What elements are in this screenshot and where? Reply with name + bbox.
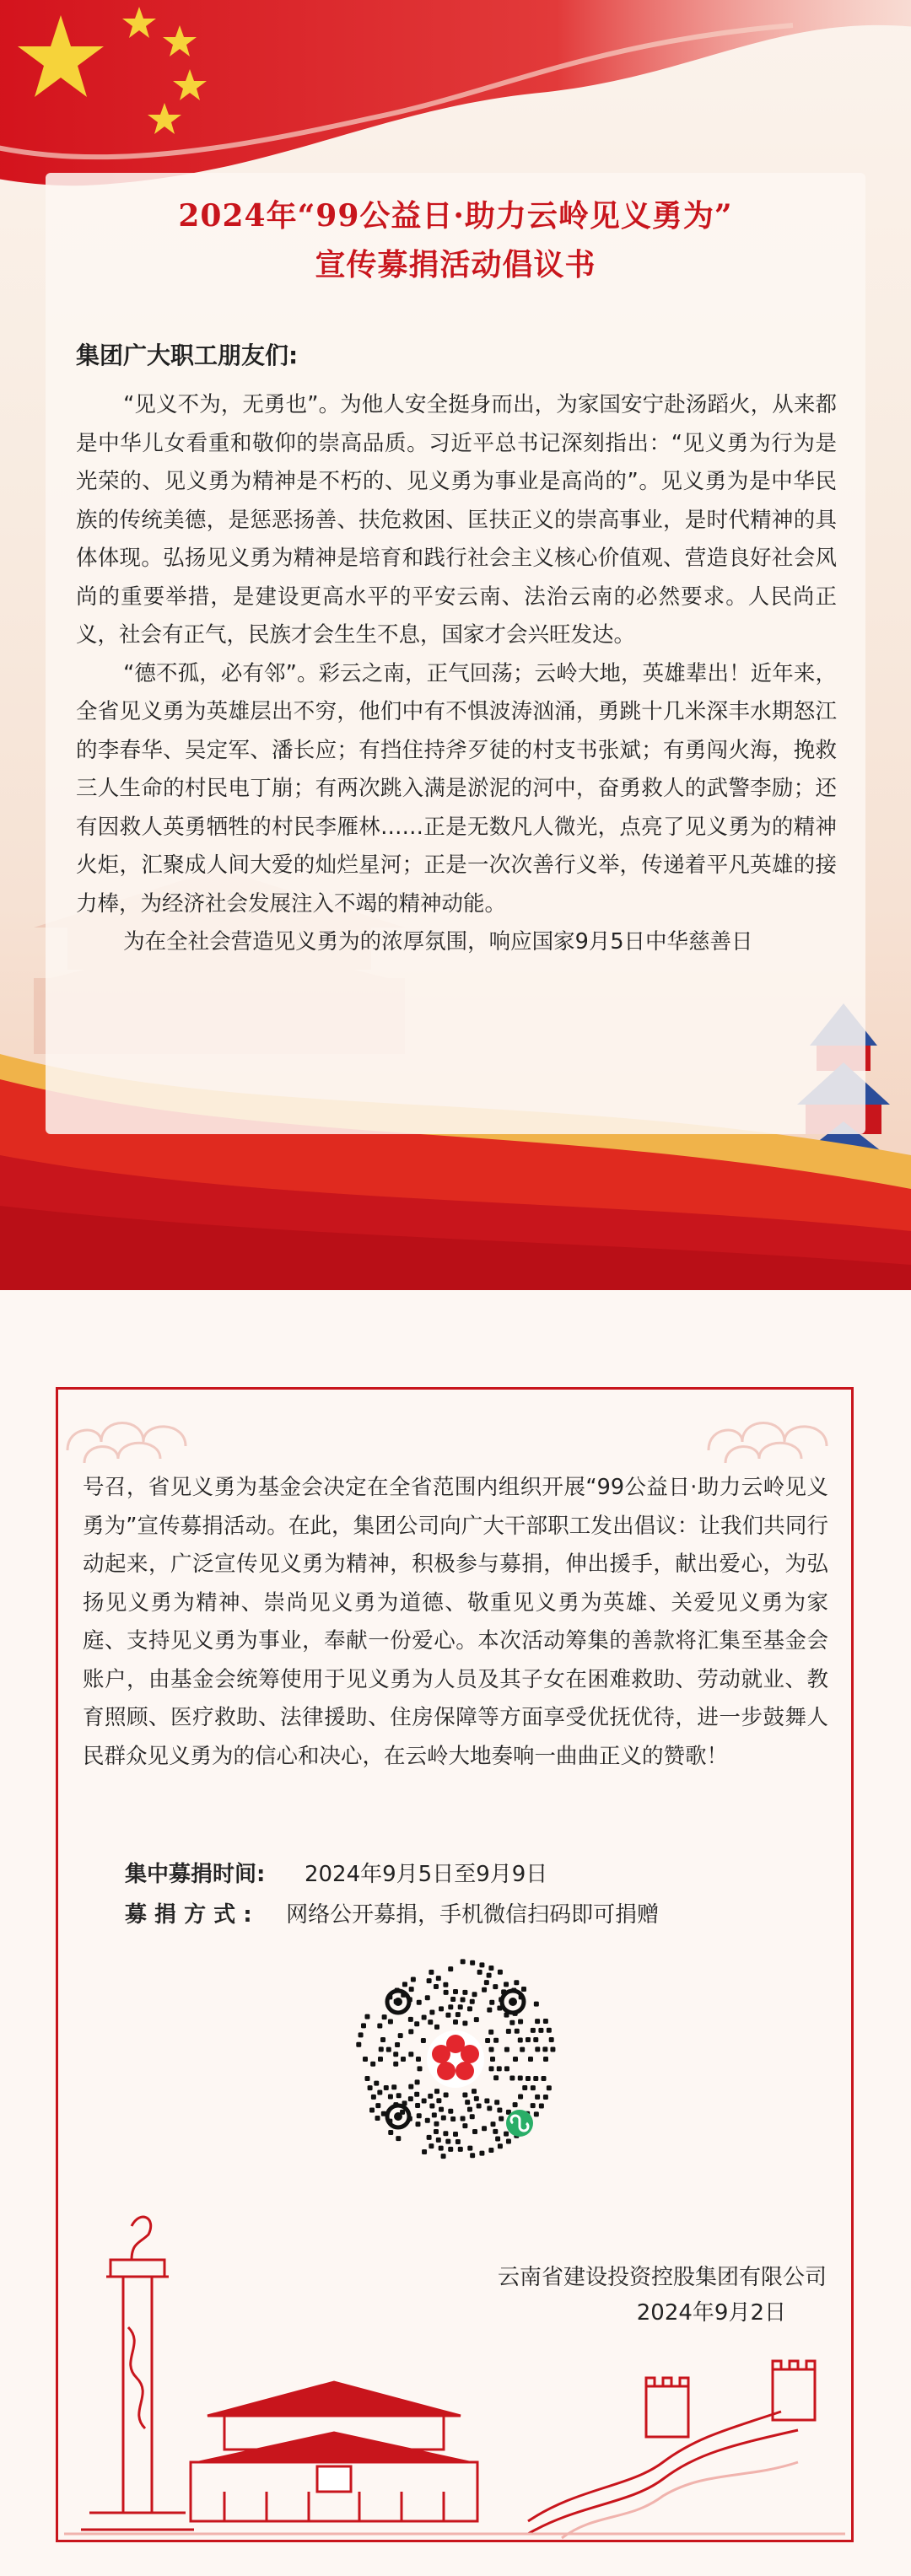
qr-module: [439, 2107, 444, 2112]
qr-module: [458, 2004, 463, 2009]
qr-module: [504, 1982, 509, 1987]
qr-module: [411, 1976, 416, 1982]
qr-module: [467, 2006, 472, 2011]
qr-module: [470, 1960, 475, 1966]
qr-module: [417, 2066, 422, 2071]
qr-module: [436, 1976, 441, 1981]
title-line-2: 宣传募捐活动倡议书: [315, 247, 596, 282]
qr-module: [416, 2122, 421, 2127]
qr-module: [456, 2012, 461, 2017]
qr-module: [375, 2116, 380, 2121]
qr-module: [515, 2029, 520, 2034]
qr-module: [506, 2029, 511, 2034]
qr-module: [484, 2098, 489, 2103]
signature-date: 2024年9月2日: [636, 2300, 786, 2326]
qr-module: [487, 2008, 492, 2013]
qr-module: [467, 2146, 472, 2151]
qr-module: [453, 1989, 458, 1994]
qr-module: [393, 2052, 398, 2057]
qr-module: [550, 2046, 555, 2052]
qr-module: [485, 2038, 490, 2043]
qr-module: [434, 2122, 439, 2127]
qr-module: [487, 2105, 492, 2111]
qr-module: [526, 2076, 531, 2081]
qr-module: [408, 2084, 413, 2089]
qr-module: [541, 2076, 546, 2081]
qr-module: [498, 2143, 503, 2148]
qr-module: [470, 1999, 475, 2004]
tiananmen-gate-icon: [191, 2382, 477, 2521]
qr-module: [398, 2033, 403, 2038]
qr-module: [513, 2102, 518, 2107]
qr-module: [489, 2066, 494, 2071]
qr-finder-dot: [394, 2112, 402, 2121]
qr-module: [504, 2066, 509, 2071]
qr-module: [415, 2079, 420, 2084]
qr-module: [434, 2129, 439, 2134]
qr-module: [458, 2147, 463, 2152]
qr-module: [526, 2037, 531, 2042]
donation-method-row: [125, 1897, 659, 1928]
qr-module: [409, 1987, 414, 1992]
qr-module: [428, 2094, 433, 2099]
qr-module: [506, 2138, 511, 2143]
qr-module: [497, 2066, 502, 2071]
qr-module: [422, 2149, 427, 2154]
qr-module: [363, 2057, 368, 2062]
qr-module: [453, 2132, 458, 2137]
qr-module: [543, 2095, 548, 2100]
qr-module: [493, 2075, 499, 2080]
qr-module: [448, 2004, 453, 2009]
qr-module: [429, 1970, 434, 1975]
qr-module: [487, 1973, 492, 1978]
qr-module: [356, 2042, 361, 2047]
great-wall-icon: [528, 2361, 815, 2538]
qr-module: [531, 2085, 536, 2090]
qr-module: [518, 2076, 523, 2081]
qr-module: [504, 2047, 509, 2052]
qr-module: [509, 2020, 515, 2025]
qr-module: [434, 1984, 439, 1989]
qr-module: [549, 2037, 554, 2042]
donation-time-value: 2024年9月5日至9月9日: [304, 1862, 548, 1887]
qr-module: [477, 1970, 482, 1975]
qr-module: [474, 2096, 479, 2101]
qr-module: [444, 1990, 449, 1995]
qr-module: [443, 2131, 448, 2136]
cloud-pattern-icon: [692, 1391, 852, 1467]
qr-module: [414, 2092, 419, 2097]
donation-method-value: 网络公开募捐，手机微信扫码即可捐赠: [286, 1902, 660, 1928]
qr-module: [491, 2122, 496, 2127]
qr-module: [488, 2030, 493, 2035]
qr-module: [482, 1987, 487, 1993]
signature-org: 云南省建设投资控股集团有限公司: [497, 2265, 827, 2290]
qr-module: [456, 2139, 461, 2144]
qr-module: [518, 2037, 523, 2042]
qr-module: [542, 2046, 547, 2052]
qr-module: [489, 2000, 494, 2005]
qr-module: [543, 2019, 548, 2024]
qr-module: [364, 2014, 369, 2019]
qr-module: [543, 2057, 548, 2062]
qr-module: [436, 2098, 441, 2103]
qr-module: [488, 1966, 493, 1971]
qr-module: [539, 2103, 544, 2108]
qr-module: [472, 2089, 477, 2094]
qr-module: [479, 1962, 484, 1967]
qr-module: [531, 2028, 536, 2033]
qr-module: [375, 2103, 380, 2108]
qr-module: [494, 2100, 499, 2105]
qr-module: [488, 2148, 493, 2153]
qr-module: [421, 2038, 426, 2043]
donation-time-row: [125, 1857, 547, 1888]
qr-module: [425, 1995, 430, 2000]
qr-finder-dot: [509, 1998, 517, 2006]
donation-method-label: 募 捐 方 式 :: [125, 1902, 252, 1928]
qr-module: [495, 2137, 500, 2142]
qr-module: [416, 2057, 421, 2062]
qr-module: [374, 2081, 379, 2086]
qr-module: [462, 1990, 467, 1995]
qr-module: [434, 2089, 439, 2094]
qr-module: [521, 1987, 526, 1992]
qr-module: [393, 2062, 398, 2067]
qr-module: [448, 2109, 453, 2114]
qr-module: [538, 2028, 543, 2033]
qr-module: [479, 2151, 484, 2156]
qr-module: [395, 2042, 400, 2047]
qr-module: [514, 1980, 519, 1985]
qr-module: [380, 2037, 385, 2042]
qr-module: [474, 2017, 479, 2022]
qr-module: [443, 1982, 448, 1987]
qr-module: [396, 2136, 401, 2141]
qr-module: [499, 2116, 504, 2122]
qr-module: [429, 2009, 434, 2014]
paragraph-3-continued: 号召，省见义勇为基金会决定在全省范围内组织开展“99公益日·助力云岭见义勇为”宣传募捐活动。在此，集团公司向广大干部职工发出倡议：让我们共同行动起来，广泛宣传见义勇为精神，积极参与募捐，伸出援手，献出爱心，为弘扬见义勇为精神、崇尚见义勇为道德、敬重见义勇为英雄、关爱见义勇为家庭、支持见义勇为事业，奉献一份爱心。本次活动筹集的善款将汇集至基金会账户，由基金会统筹使用于见义勇为人员及其子女在困难救助、劳动就业、教育照顾、医疗救助、法律援助、住房保障等方面享受优抚优待，进一步鼓舞人民群众见义勇为的信心和决心，在云岭大地奏响一曲曲正义的赞歌！: [83, 1475, 828, 1769]
qr-module: [467, 2107, 472, 2112]
qr-module: [388, 2130, 393, 2135]
qr-module: [448, 2147, 453, 2152]
qr-module: [531, 2103, 536, 2108]
landmarks-illustration: [56, 2209, 854, 2542]
qr-module: [461, 2116, 466, 2121]
qr-module: [388, 2019, 393, 2025]
qr-module: [462, 2123, 467, 2128]
qr-module: [518, 2095, 523, 2100]
qr-module: [534, 2111, 539, 2116]
qr-module: [370, 2062, 375, 2067]
qr-module: [408, 2029, 413, 2034]
qr-module: [450, 2116, 456, 2122]
qr-module: [484, 1980, 489, 1985]
wechat-qr-code[interactable]: [354, 1958, 557, 2160]
qr-module: [498, 1970, 503, 1975]
qr-module: [461, 1998, 466, 2003]
qr-module: [402, 1982, 407, 1987]
qr-module: [518, 2019, 523, 2025]
paragraph-3-start: 为在全社会营造见义勇为的浓厚氛围，响应国家9月5日中华慈善日: [123, 929, 753, 955]
qr-module: [493, 1984, 498, 1989]
qr-finder-dot: [394, 1998, 402, 2006]
qr-module: [369, 2107, 375, 2112]
qr-module: [465, 2100, 470, 2105]
qr-module: [533, 2037, 538, 2042]
qr-module: [472, 1992, 477, 1997]
qr-module: [453, 2019, 458, 2025]
qr-module: [522, 2085, 527, 2090]
qr-module: [513, 2057, 518, 2062]
donation-time-label: 集中募捐时间:: [125, 1862, 266, 1887]
qr-module: [422, 2098, 427, 2103]
qr-module: [377, 2090, 382, 2095]
qr-module: [358, 2032, 364, 2037]
qr-module: [429, 2143, 434, 2148]
qr-module: [445, 2013, 450, 2018]
qr-module: [384, 2085, 389, 2090]
qr-module: [377, 2023, 382, 2028]
qr-module: [434, 2025, 439, 2030]
salutation: 集团广大职工朋友们:: [76, 341, 299, 369]
title-line-1: 2024年“99公益日·助力云岭见义勇为”: [178, 198, 733, 234]
qr-module: [497, 2107, 502, 2112]
qr-module: [470, 2114, 475, 2119]
qr-module: [520, 2047, 525, 2052]
qr-module: [493, 2038, 499, 2043]
letter-body: [76, 386, 837, 962]
qr-module: [462, 2093, 467, 2098]
qr-module: [408, 2017, 413, 2022]
paragraph-1: “见义不为，无勇也”。为他人安全挺身而出，为家国安宁赴汤蹈火，从来都是中华儿女看重和敬仰的崇高品质。习近平总书记深刻指出：“见义勇为行为是光荣的、见义勇为精神是不朽的、见义勇为事业是高尚的”。见义勇为是中华民族的传统美德，是惩恶扬善、扶危救困、匡扶正义的崇高事业，是时代精神的具体体现。弘扬见义勇为精神是培育和践行社会主义核心价值观、营造良好社会风尚的重要举措，是建设更高水平的平安云南、法治云南的必然要求。人民尚正义，社会有正气，民族才会生生不息，国家才会兴旺发达。: [76, 392, 837, 648]
qr-module: [461, 1959, 466, 1964]
qr-module: [533, 2076, 538, 2081]
qr-module: [493, 2129, 498, 2134]
qr-module: [386, 2047, 391, 2052]
qr-module: [441, 2116, 446, 2121]
qr-module: [489, 2047, 494, 2052]
qr-module: [547, 2085, 552, 2090]
qr-module: [448, 1966, 453, 1971]
qr-module: [439, 2146, 444, 2151]
qr-module: [396, 2093, 402, 2098]
qr-module: [535, 2046, 540, 2052]
qr-module: [439, 2006, 444, 2011]
qr-module: [401, 2057, 406, 2062]
qr-module: [415, 2103, 420, 2108]
qr-module: [408, 2096, 413, 2101]
qr-module: [378, 2057, 383, 2062]
qr-module: [427, 1978, 432, 1983]
qr-module: [408, 2052, 413, 2057]
qr-module: [428, 2019, 433, 2025]
qr-module: [444, 2093, 449, 2098]
qr-module: [528, 2057, 533, 2062]
qr-module: [450, 1997, 456, 2002]
qr-module: [388, 2095, 393, 2100]
flag-stars-icon: [0, 0, 236, 152]
qr-module: [425, 2118, 430, 2123]
qr-module: [427, 2135, 432, 2140]
huabiao-column-icon: [81, 2217, 194, 2530]
qr-module: [477, 2104, 482, 2109]
qr-module: [382, 2014, 387, 2019]
qr-module: [482, 2126, 487, 2131]
qr-module: [391, 2084, 396, 2089]
qr-module: [472, 2129, 477, 2134]
qr-module: [462, 2020, 467, 2025]
qr-module: [371, 2095, 376, 2100]
qr-module: [504, 2132, 509, 2137]
qr-module: [429, 2104, 434, 2109]
qr-module: [534, 2002, 539, 2007]
cloud-pattern-icon: [59, 1391, 228, 1467]
qr-module: [432, 2112, 437, 2117]
qr-module: [414, 2021, 419, 2026]
qr-module: [379, 2046, 384, 2052]
qr-module: [365, 2076, 370, 2081]
qr-module: [445, 2139, 450, 2144]
qr-module: [417, 2000, 422, 2005]
qr-module: [436, 2138, 441, 2143]
qr-module: [368, 2085, 373, 2090]
qr-module: [535, 2019, 540, 2024]
qr-module: [509, 2075, 515, 2080]
qr-module: [547, 2028, 552, 2033]
qr-module: [470, 2153, 475, 2158]
qr-module: [422, 2015, 427, 2020]
qr-module: [361, 2023, 366, 2028]
qr-module: [417, 2113, 422, 2118]
qr-module: [441, 2154, 446, 2159]
qr-module: [490, 2057, 495, 2062]
qr-module: [535, 2095, 540, 2100]
paragraph-2: “德不孤，必有邻”。彩云之南，正气回荡；云岭大地，英雄辈出！近年来，全省见义勇为英雄层出不穷，他们中有不惧波涛汹涌，勇跳十几米深丰水期怒江的李春华、吴定军、潘长应；有挡住持斧歹徒的村支书张斌；有勇闯火海，挽救三人生命的村民电丁崩；有两次跳入满是淤泥的河中，奋勇救人的武警李励；还有因救人英勇牺牲的村民李雁林……正是无数凡人微光，点亮了见义勇为的精神火炬，汇聚成人间大爱的灿烂星河；正是一次次善行义举，传递着平凡英雄的接力棒，为经济社会发展注入不竭的精神动能。: [76, 660, 837, 917]
